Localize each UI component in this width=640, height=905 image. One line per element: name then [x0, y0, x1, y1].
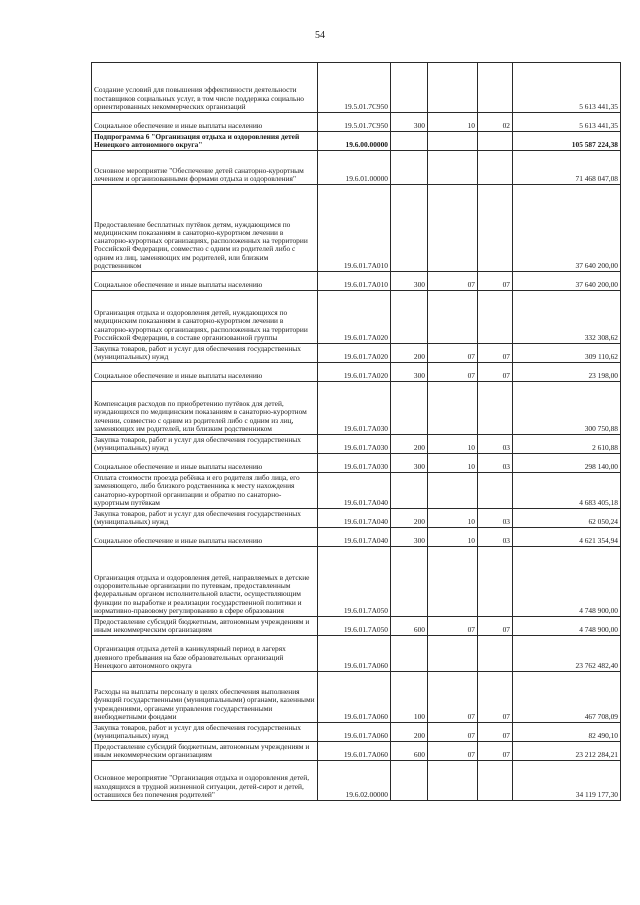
- row-sum-cell: 309 110,62: [513, 344, 621, 363]
- row-code-cell: 19.6.01.7А030: [318, 435, 391, 454]
- row-vr-cell: 300: [391, 113, 428, 132]
- row-vr-cell: [391, 132, 428, 151]
- row-code-cell: 19.6.01.7А040: [318, 509, 391, 528]
- row-code-cell: 19.6.01.00000: [318, 151, 391, 185]
- row-pr-cell: [478, 291, 513, 344]
- table-row: [92, 528, 621, 547]
- table-row: [92, 272, 621, 291]
- row-name-cell: Оплата стоимости проезда ребёнка и его родителя либо лица, его заменяющего, либо близкого родственника к месту нахождения санаторно-курортной организации и обратно по санаторно-курортным путёвкам: [92, 473, 318, 509]
- budget-table: [91, 62, 621, 801]
- row-pr-cell: [478, 382, 513, 435]
- row-code-cell: 19.6.01.7А060: [318, 742, 391, 761]
- table-row: [92, 617, 621, 636]
- row-pr-cell: [478, 185, 513, 272]
- row-name-cell: Закупка товаров, работ и услуг для обеспечения государственных (муниципальных) нужд: [92, 723, 318, 742]
- row-pr-cell: [478, 63, 513, 113]
- row-name-cell: Предоставление бесплатных путёвок детям, нуждающимся по медицинским показаниям в санаторно-курортном лечении в санаторно-курортных организациях, расположенных на территории Российской Федерации, совместно с одним из родителей либо с одним из лиц, заменяющих им родителей, или близким родственником: [92, 185, 318, 272]
- row-name-cell: Организация отдыха и оздоровления детей, направляемых в детские оздоровительные организации по путевкам, предоставленным федеральным органом исполнительной власти, осуществляющим функции по выработке и реализации государственной политики и нормативно-правовому регулированию в сфере образования: [92, 547, 318, 617]
- table-row: [92, 363, 621, 382]
- table-row: [92, 761, 621, 801]
- row-name-cell: Социальное обеспечение и иные выплаты населению: [92, 528, 318, 547]
- table-row: [92, 63, 621, 113]
- row-name-cell: Организация отдыха и оздоровления детей, нуждающихся по медицинским показаниям в санаторно-курортном лечении в санаторно-курортных организациях, расположенных на территории Российской Федерации, в составе организованной группы: [92, 291, 318, 344]
- row-code-cell: 19.5.01.7С950: [318, 113, 391, 132]
- row-pr-cell: [478, 547, 513, 617]
- row-rz-cell: [428, 185, 478, 272]
- table-row: [92, 547, 621, 617]
- table-row: [92, 185, 621, 272]
- row-pr-cell: [478, 636, 513, 672]
- table-row: [92, 454, 621, 473]
- row-sum-cell: 37 640 200,00: [513, 185, 621, 272]
- row-code-cell: 19.6.01.7А060: [318, 723, 391, 742]
- table-row: [92, 132, 621, 151]
- row-sum-cell: 23 212 284,21: [513, 742, 621, 761]
- row-name-cell: Компенсация расходов по приобретению путёвок для детей, нуждающихся по медицинским показаниям в санаторно-курортном лечении, совместно с одним из родителей либо с одним из лиц, заменяющих им родителей, или близким родственником: [92, 382, 318, 435]
- row-code-cell: 19.6.02.00000: [318, 761, 391, 801]
- table-row: [92, 291, 621, 344]
- row-vr-cell: 300: [391, 454, 428, 473]
- row-pr-cell: 03: [478, 509, 513, 528]
- row-sum-cell: 5 613 441,35: [513, 113, 621, 132]
- row-pr-cell: 03: [478, 454, 513, 473]
- row-sum-cell: 71 468 047,08: [513, 151, 621, 185]
- row-code-cell: 19.6.01.7А050: [318, 617, 391, 636]
- table-row: [92, 723, 621, 742]
- row-name-cell: Социальное обеспечение и иные выплаты населению: [92, 454, 318, 473]
- row-sum-cell: 4 748 900,00: [513, 547, 621, 617]
- row-sum-cell: 37 640 200,00: [513, 272, 621, 291]
- table-row: [92, 344, 621, 363]
- row-vr-cell: 200: [391, 435, 428, 454]
- row-pr-cell: 03: [478, 435, 513, 454]
- row-name-cell: Социальное обеспечение и иные выплаты населению: [92, 363, 318, 382]
- row-pr-cell: [478, 151, 513, 185]
- row-sum-cell: 467 708,09: [513, 672, 621, 723]
- page-number: 54: [315, 30, 325, 41]
- row-rz-cell: [428, 291, 478, 344]
- row-vr-cell: [391, 761, 428, 801]
- row-sum-cell: 34 119 177,30: [513, 761, 621, 801]
- row-pr-cell: [478, 761, 513, 801]
- row-code-cell: 19.6.01.7А010: [318, 185, 391, 272]
- row-rz-cell: 07: [428, 617, 478, 636]
- row-rz-cell: 07: [428, 742, 478, 761]
- row-vr-cell: 600: [391, 742, 428, 761]
- row-vr-cell: [391, 473, 428, 509]
- table-row: [92, 113, 621, 132]
- row-rz-cell: 07: [428, 272, 478, 291]
- row-name-cell: Предоставление субсидий бюджетным, автономным учреждениям и иным некоммерческим организациям: [92, 617, 318, 636]
- table-body: [92, 63, 621, 801]
- row-rz-cell: 10: [428, 509, 478, 528]
- row-name-cell: Закупка товаров, работ и услуг для обеспечения государственных (муниципальных) нужд: [92, 509, 318, 528]
- row-vr-cell: 200: [391, 723, 428, 742]
- row-name-cell: Социальное обеспечение и иные выплаты населению: [92, 113, 318, 132]
- row-name-cell: Социальное обеспечение и иные выплаты населению: [92, 272, 318, 291]
- row-vr-cell: [391, 63, 428, 113]
- row-code-cell: 19.6.01.7А030: [318, 454, 391, 473]
- row-sum-cell: 23 762 482,40: [513, 636, 621, 672]
- row-pr-cell: 07: [478, 344, 513, 363]
- row-pr-cell: 07: [478, 723, 513, 742]
- row-pr-cell: 07: [478, 363, 513, 382]
- row-vr-cell: 300: [391, 272, 428, 291]
- row-sum-cell: 4 621 354,94: [513, 528, 621, 547]
- row-pr-cell: 03: [478, 528, 513, 547]
- row-rz-cell: 07: [428, 363, 478, 382]
- table-row: [92, 473, 621, 509]
- row-pr-cell: [478, 132, 513, 151]
- row-code-cell: 19.6.01.7А050: [318, 547, 391, 617]
- row-rz-cell: 07: [428, 344, 478, 363]
- row-rz-cell: [428, 132, 478, 151]
- row-vr-cell: 300: [391, 528, 428, 547]
- row-sum-cell: 62 050,24: [513, 509, 621, 528]
- row-rz-cell: [428, 151, 478, 185]
- row-code-cell: 19.5.01.7С950: [318, 63, 391, 113]
- row-vr-cell: 200: [391, 344, 428, 363]
- row-code-cell: 19.6.01.7А030: [318, 382, 391, 435]
- row-sum-cell: 332 308,62: [513, 291, 621, 344]
- row-sum-cell: 298 140,00: [513, 454, 621, 473]
- row-rz-cell: 10: [428, 454, 478, 473]
- row-sum-cell: 4 683 405,18: [513, 473, 621, 509]
- row-name-cell: Подпрограмма 6 "Организация отдыха и оздоровления детей Ненецкого автономного округа": [92, 132, 318, 151]
- row-name-cell: Закупка товаров, работ и услуг для обеспечения государственных (муниципальных) нужд: [92, 344, 318, 363]
- row-rz-cell: 10: [428, 528, 478, 547]
- row-vr-cell: 200: [391, 509, 428, 528]
- row-code-cell: 19.6.00.00000: [318, 132, 391, 151]
- row-name-cell: Расходы на выплаты персоналу в целях обеспечения выполнения функций государственными (муниципальными) органами, казенными учреждениями, органами управления государственными внебюджетными фондами: [92, 672, 318, 723]
- row-rz-cell: 10: [428, 113, 478, 132]
- row-code-cell: 19.6.01.7А020: [318, 363, 391, 382]
- table-row: [92, 382, 621, 435]
- table-row: [92, 435, 621, 454]
- row-vr-cell: 600: [391, 617, 428, 636]
- row-sum-cell: 300 750,88: [513, 382, 621, 435]
- row-sum-cell: 105 587 224,38: [513, 132, 621, 151]
- table-row: [92, 742, 621, 761]
- row-rz-cell: 07: [428, 723, 478, 742]
- row-vr-cell: 100: [391, 672, 428, 723]
- row-code-cell: 19.6.01.7А060: [318, 672, 391, 723]
- row-code-cell: 19.6.01.7А060: [318, 636, 391, 672]
- row-rz-cell: 10: [428, 435, 478, 454]
- table-row: [92, 672, 621, 723]
- row-code-cell: 19.6.01.7А020: [318, 291, 391, 344]
- row-sum-cell: 5 613 441,35: [513, 63, 621, 113]
- row-name-cell: Организация отдыха детей в каникулярный период в лагерях дневного пребывания на базе образовательных организаций Ненецкого автономного округа: [92, 636, 318, 672]
- row-rz-cell: [428, 63, 478, 113]
- row-vr-cell: [391, 547, 428, 617]
- row-name-cell: Создание условий для повышения эффективности деятельности поставщиков социальных услуг, в том числе поддержка социально ориентированных некоммерческих организаций: [92, 63, 318, 113]
- row-vr-cell: [391, 382, 428, 435]
- row-name-cell: Предоставление субсидий бюджетным, автономным учреждениям и иным некоммерческим организациям: [92, 742, 318, 761]
- row-code-cell: 19.6.01.7А020: [318, 344, 391, 363]
- row-pr-cell: 07: [478, 672, 513, 723]
- row-pr-cell: 02: [478, 113, 513, 132]
- row-vr-cell: [391, 185, 428, 272]
- row-name-cell: Закупка товаров, работ и услуг для обеспечения государственных (муниципальных) нужд: [92, 435, 318, 454]
- row-rz-cell: 07: [428, 672, 478, 723]
- row-code-cell: 19.6.01.7А040: [318, 473, 391, 509]
- row-rz-cell: [428, 547, 478, 617]
- row-sum-cell: 4 748 900,00: [513, 617, 621, 636]
- row-sum-cell: 2 610,88: [513, 435, 621, 454]
- row-pr-cell: 07: [478, 272, 513, 291]
- row-sum-cell: 82 490,10: [513, 723, 621, 742]
- row-rz-cell: [428, 636, 478, 672]
- row-name-cell: Основное мероприятие "Обеспечение детей санаторно-курортным лечением и организованными формами отдыха и оздоровления": [92, 151, 318, 185]
- row-name-cell: Основное мероприятие "Организация отдыха и оздоровления детей, находящихся в трудной жизненной ситуации, детей-сирот и детей, оставшихся без попечения родителей": [92, 761, 318, 801]
- row-vr-cell: [391, 291, 428, 344]
- row-rz-cell: [428, 382, 478, 435]
- row-rz-cell: [428, 761, 478, 801]
- row-code-cell: 19.6.01.7А010: [318, 272, 391, 291]
- table-row: [92, 151, 621, 185]
- row-pr-cell: [478, 473, 513, 509]
- row-vr-cell: [391, 151, 428, 185]
- row-vr-cell: [391, 636, 428, 672]
- row-pr-cell: 07: [478, 742, 513, 761]
- row-rz-cell: [428, 473, 478, 509]
- row-sum-cell: 23 198,00: [513, 363, 621, 382]
- row-code-cell: 19.6.01.7А040: [318, 528, 391, 547]
- table-row: [92, 636, 621, 672]
- row-pr-cell: 07: [478, 617, 513, 636]
- table-row: [92, 509, 621, 528]
- row-vr-cell: 300: [391, 363, 428, 382]
